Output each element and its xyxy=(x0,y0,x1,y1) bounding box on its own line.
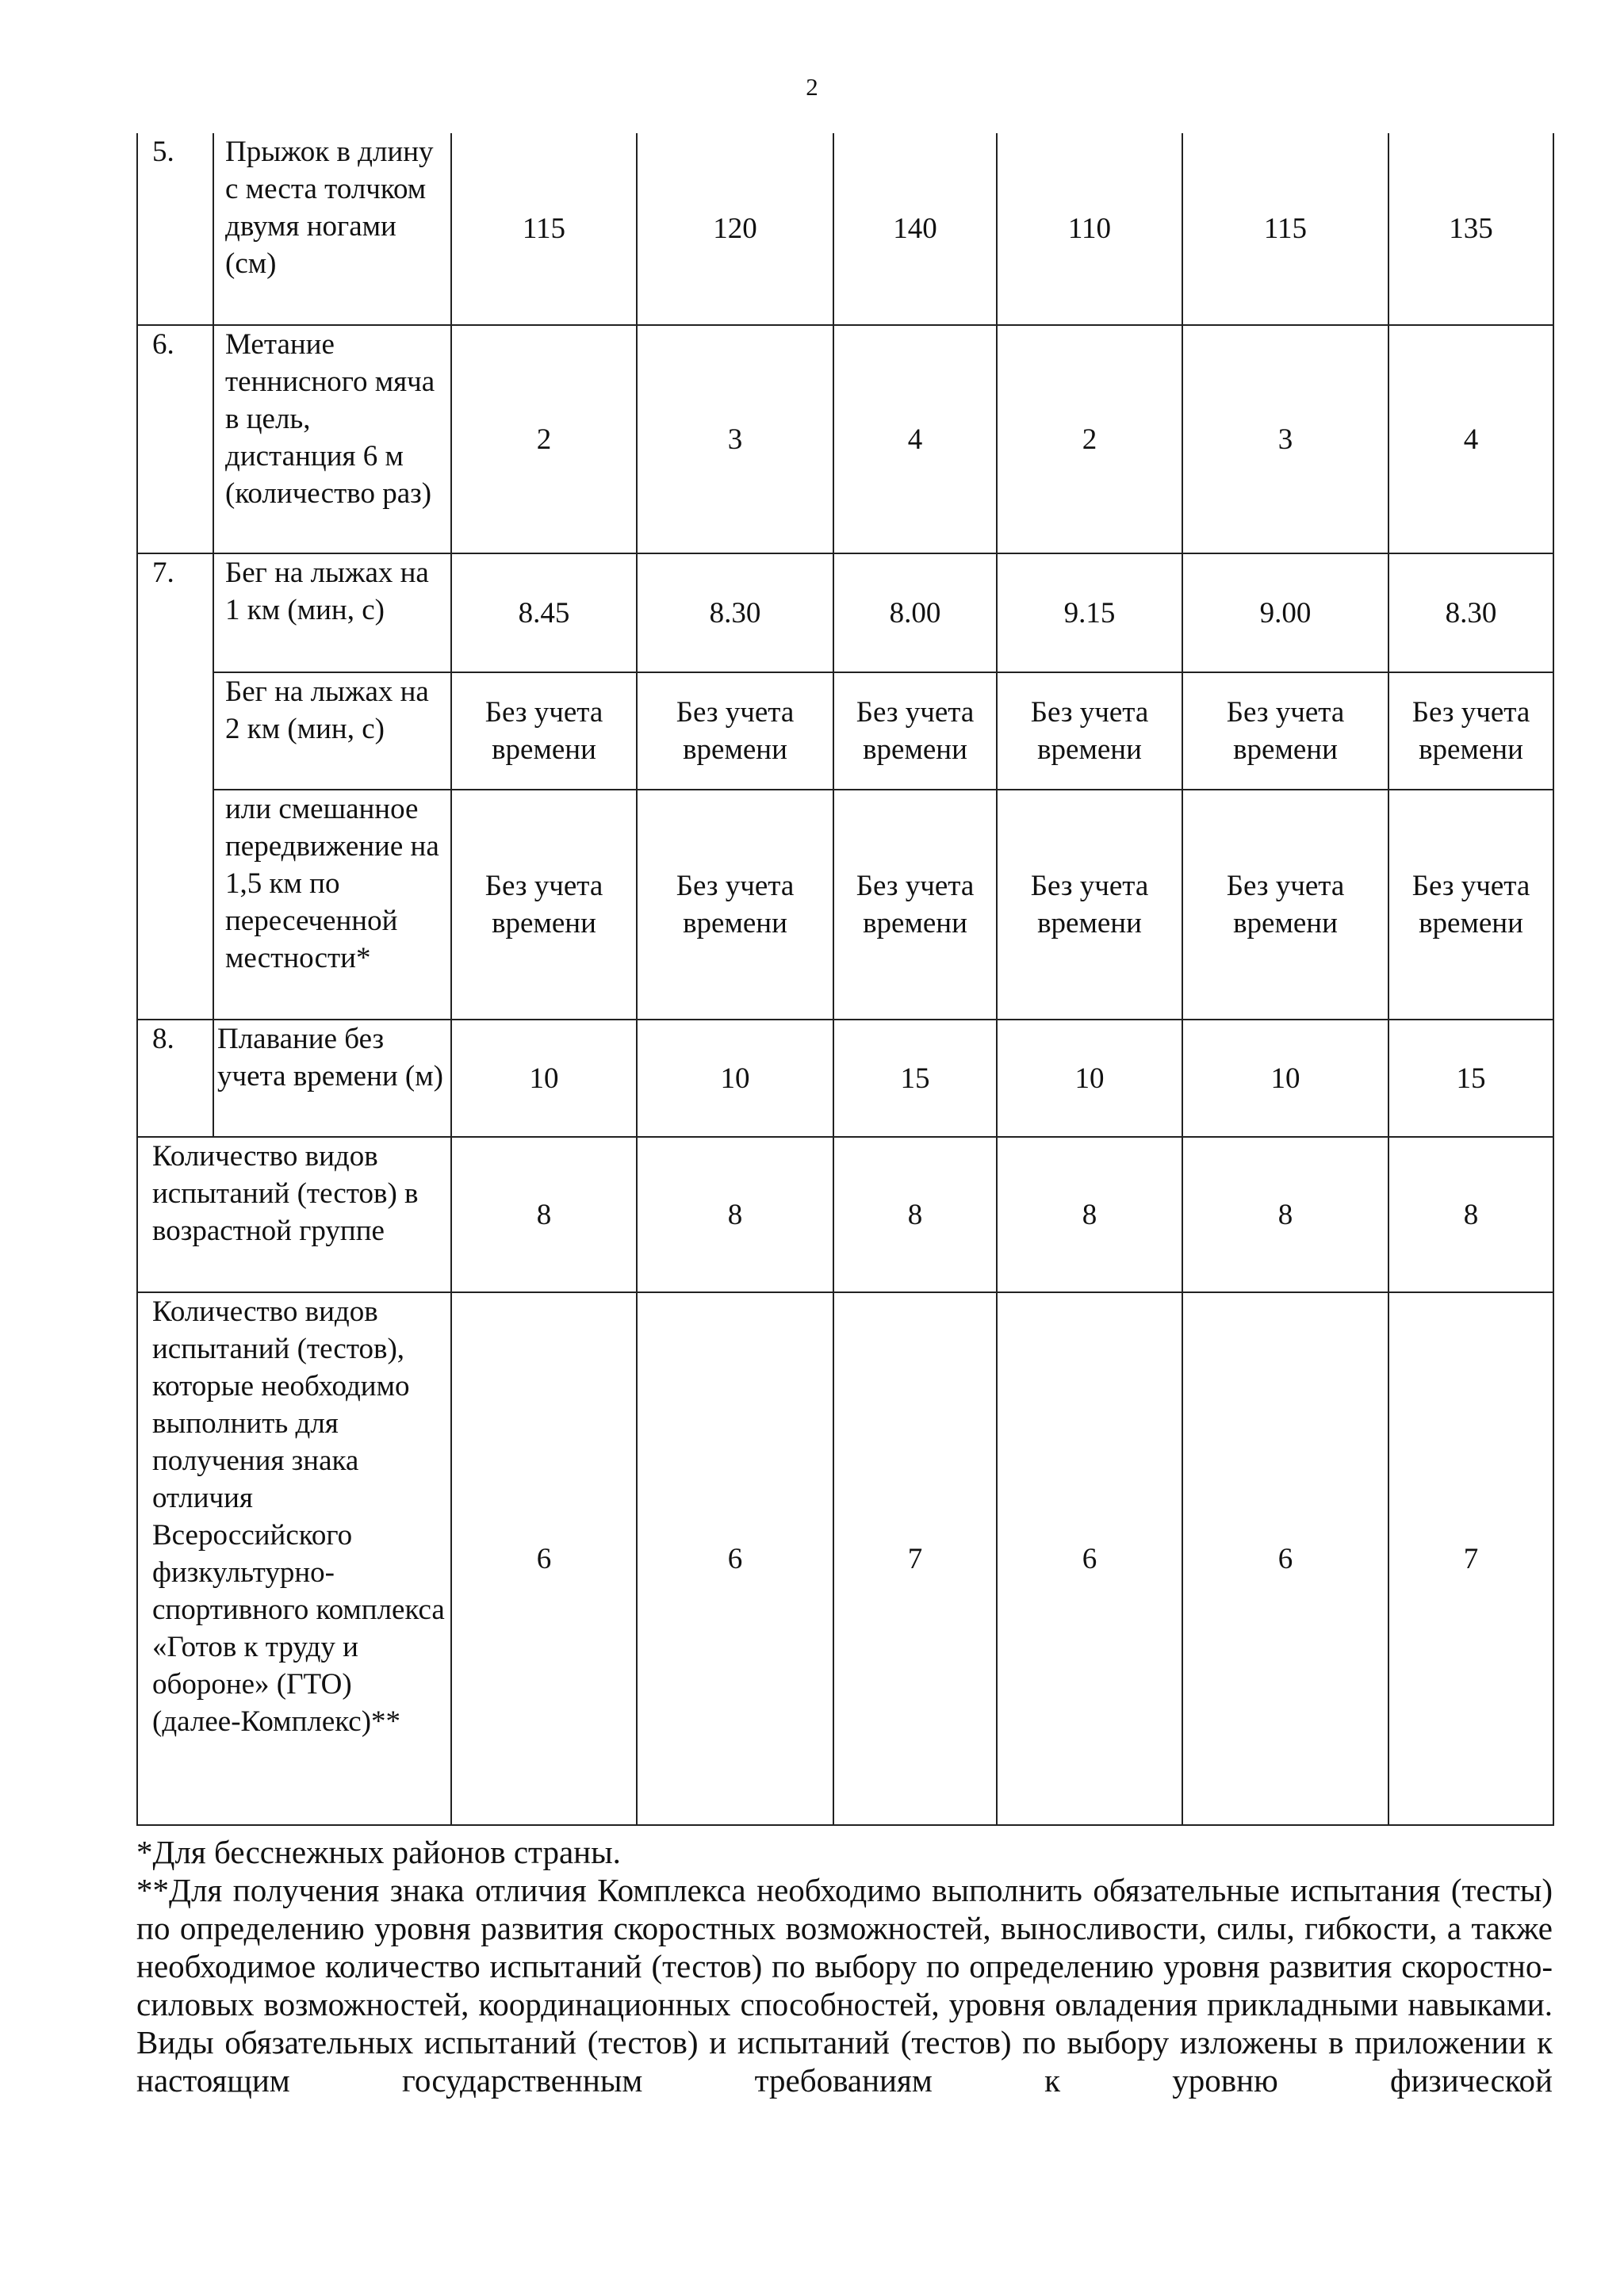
summary-value: 8 xyxy=(451,1137,637,1292)
test-name: Прыжок в длину с места толчком двумя ногами (см) xyxy=(213,133,451,325)
footnote-badge: **Для получения знака отличия Комплекса необходимо выполнить обязательные испытания (тесты) по определению уровня развития скоростных возможностей, выносливости, силы, гибкости, а также необходимое количество испытаний (тестов) по выбору по определению уровня развития скоростно-силовых возможностей, координационных способностей, уровня овладения прикладными навыками. Виды обязательных испытаний (тестов) и испытаний (тестов) по выбору изложены в приложении к настоящим государственным требованиям к уровню физической xyxy=(136,1872,1553,2099)
norm-value: 3 xyxy=(1182,325,1388,553)
summary-value: 8 xyxy=(637,1137,833,1292)
norm-value: 9.00 xyxy=(1182,553,1388,672)
norm-value: 15 xyxy=(833,1020,997,1137)
norms-table xyxy=(136,133,1554,1826)
summary-value: 6 xyxy=(997,1292,1182,1825)
norm-value: 8.30 xyxy=(1388,553,1553,672)
norm-value: 4 xyxy=(1388,325,1553,553)
row-number: 7. xyxy=(137,553,213,672)
norm-value: 4 xyxy=(833,325,997,553)
table-row xyxy=(137,672,1553,790)
summary-value: 6 xyxy=(1182,1292,1388,1825)
norm-value: 2 xyxy=(997,325,1182,553)
test-name: Бег на лыжах на 1 км (мин, с) xyxy=(213,553,451,672)
norm-value: Без учета времени xyxy=(997,790,1182,1020)
table-row xyxy=(137,790,1553,1020)
norm-value: 10 xyxy=(997,1020,1182,1137)
row-number: 8. xyxy=(137,1020,213,1137)
norm-value: 15 xyxy=(1388,1020,1553,1137)
norm-value: Без учета времени xyxy=(833,790,997,1020)
test-name: Бег на лыжах на 2 км (мин, с) xyxy=(213,672,451,790)
norm-value: Без учета времени xyxy=(1388,790,1553,1020)
norm-value: 140 xyxy=(833,133,997,325)
footnote-snow: *Для бесснежных районов страны. xyxy=(136,1834,621,1870)
norm-value: 2 xyxy=(451,325,637,553)
page-number: 2 xyxy=(806,73,818,101)
row-number xyxy=(137,790,213,1020)
table-row xyxy=(137,325,1553,553)
summary-row xyxy=(137,1292,1553,1825)
norm-value: 10 xyxy=(1182,1020,1388,1137)
norm-value: Без учета времени xyxy=(637,672,833,790)
test-name: Метание теннисного мяча в цель, дистанция 6 м (количество раз) xyxy=(213,325,451,553)
norm-value: 10 xyxy=(451,1020,637,1137)
norm-value: Без учета времени xyxy=(997,672,1182,790)
test-name: Плавание без учета времени (м) xyxy=(213,1020,451,1137)
summary-label: Количество видов испытаний (тестов), которые необходимо выполнить для получения знака отличия Всероссийского физкультурно-спортивного комплекса «Готов к труду и обороне» (ГТО) (далее-Комплекс)** xyxy=(137,1292,451,1825)
norm-value: Без учета времени xyxy=(1182,672,1388,790)
norm-value: Без учета времени xyxy=(1182,790,1388,1020)
norm-value: 8.30 xyxy=(637,553,833,672)
norm-value: 10 xyxy=(637,1020,833,1137)
norm-value: 120 xyxy=(637,133,833,325)
summary-value: 8 xyxy=(1388,1137,1553,1292)
norm-value: 8.45 xyxy=(451,553,637,672)
table-row xyxy=(137,553,1553,672)
norm-value: 115 xyxy=(1182,133,1388,325)
norm-value: Без учета времени xyxy=(451,790,637,1020)
row-number: 6. xyxy=(137,325,213,553)
footnotes xyxy=(136,1833,1553,2099)
summary-label: Количество видов испытаний (тестов) в возрастной группе xyxy=(137,1137,451,1292)
table-row xyxy=(137,1020,1553,1137)
summary-value: 7 xyxy=(1388,1292,1553,1825)
norm-value: 135 xyxy=(1388,133,1553,325)
summary-value: 7 xyxy=(833,1292,997,1825)
summary-value: 8 xyxy=(997,1137,1182,1292)
norm-value: Без учета времени xyxy=(1388,672,1553,790)
summary-value: 6 xyxy=(637,1292,833,1825)
summary-row xyxy=(137,1137,1553,1292)
summary-value: 8 xyxy=(1182,1137,1388,1292)
summary-value: 8 xyxy=(833,1137,997,1292)
row-number: 5. xyxy=(137,133,213,325)
norm-value: 9.15 xyxy=(997,553,1182,672)
norm-value: 115 xyxy=(451,133,637,325)
norm-value: 8.00 xyxy=(833,553,997,672)
table-row xyxy=(137,133,1553,325)
norm-value: Без учета времени xyxy=(833,672,997,790)
summary-value: 6 xyxy=(451,1292,637,1825)
test-name: или смешанное передвижение на 1,5 км по пересеченной местности* xyxy=(213,790,451,1020)
norm-value: Без учета времени xyxy=(451,672,637,790)
norm-value: 3 xyxy=(637,325,833,553)
norm-value: Без учета времени xyxy=(637,790,833,1020)
norm-value: 110 xyxy=(997,133,1182,325)
row-number xyxy=(137,672,213,790)
